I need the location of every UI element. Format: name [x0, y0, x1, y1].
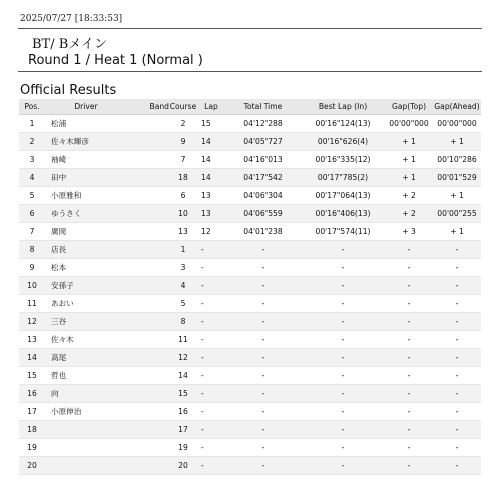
cell-gap-ahead: + 1 [433, 133, 481, 151]
cell-best-lap: 00'17"785(2) [301, 169, 385, 187]
cell-total-time: 04'17"542 [225, 169, 301, 187]
cell-total-time: - [225, 277, 301, 295]
cell-total-time: 04'05"727 [225, 133, 301, 151]
cell-driver: 廣岡 [45, 223, 127, 241]
cell-band [127, 457, 169, 475]
cell-band [127, 205, 169, 223]
cell-driver: 田中 [45, 169, 127, 187]
cell-driver: 高尾 [45, 349, 127, 367]
cell-gap-ahead: - [433, 313, 481, 331]
table-row [19, 385, 481, 403]
cell-gap-ahead: - [433, 241, 481, 259]
cell-band [127, 439, 169, 457]
cell-pos: 7 [19, 223, 45, 241]
cell-course: 1 [169, 241, 197, 259]
cell-pos: 20 [19, 457, 45, 475]
cell-driver: 小原伸治 [45, 403, 127, 421]
cell-gap-top: - [385, 259, 433, 277]
cell-gap-ahead: 00'01"529 [433, 169, 481, 187]
cell-band [127, 151, 169, 169]
cell-course: 12 [169, 349, 197, 367]
cell-best-lap: - [301, 421, 385, 439]
header-divider-bottom [18, 71, 482, 72]
cell-driver [45, 439, 127, 457]
cell-gap-top: + 2 [385, 187, 433, 205]
cell-gap-top: - [385, 349, 433, 367]
cell-gap-ahead: - [433, 367, 481, 385]
cell-best-lap: - [301, 241, 385, 259]
cell-best-lap: - [301, 349, 385, 367]
cell-best-lap: - [301, 403, 385, 421]
cell-course: 5 [169, 295, 197, 313]
cell-course: 3 [169, 259, 197, 277]
table-row [19, 115, 481, 133]
cell-course: 7 [169, 151, 197, 169]
cell-lap: - [197, 241, 225, 259]
col-header-driver: Driver [45, 99, 127, 115]
table-row [19, 241, 481, 259]
cell-gap-top: - [385, 313, 433, 331]
cell-gap-top: - [385, 241, 433, 259]
cell-course: 15 [169, 385, 197, 403]
cell-gap-top: + 1 [385, 151, 433, 169]
table-row [19, 187, 481, 205]
cell-gap-ahead: 00'00"000 [433, 115, 481, 133]
cell-pos: 5 [19, 187, 45, 205]
cell-driver: 三谷 [45, 313, 127, 331]
table-row [19, 133, 481, 151]
cell-lap: - [197, 439, 225, 457]
event-title: BT/ Bメイン [32, 37, 108, 52]
cell-pos: 1 [19, 115, 45, 133]
cell-band [127, 241, 169, 259]
cell-pos: 15 [19, 367, 45, 385]
cell-band [127, 349, 169, 367]
table-header-row [19, 99, 481, 115]
cell-gap-ahead: - [433, 403, 481, 421]
cell-gap-ahead: + 1 [433, 187, 481, 205]
cell-band [127, 223, 169, 241]
cell-pos: 10 [19, 277, 45, 295]
cell-gap-ahead: - [433, 331, 481, 349]
cell-course: 16 [169, 403, 197, 421]
col-header-course: Course [169, 99, 197, 115]
cell-pos: 4 [19, 169, 45, 187]
cell-gap-ahead: - [433, 259, 481, 277]
table-row [19, 439, 481, 457]
cell-gap-top: + 2 [385, 205, 433, 223]
cell-total-time: - [225, 385, 301, 403]
cell-driver: あおい [45, 295, 127, 313]
cell-total-time: 04'06"559 [225, 205, 301, 223]
table-row [19, 421, 481, 439]
cell-pos: 3 [19, 151, 45, 169]
col-header-lap: Lap [197, 99, 225, 115]
cell-best-lap: - [301, 457, 385, 475]
cell-course: 8 [169, 313, 197, 331]
cell-gap-top: + 3 [385, 223, 433, 241]
cell-gap-top: - [385, 403, 433, 421]
cell-best-lap: 00'17"064(13) [301, 187, 385, 205]
cell-pos: 13 [19, 331, 45, 349]
cell-gap-ahead: - [433, 385, 481, 403]
cell-gap-top: - [385, 277, 433, 295]
cell-gap-ahead: - [433, 277, 481, 295]
cell-lap: - [197, 277, 225, 295]
cell-gap-ahead: - [433, 295, 481, 313]
table-row [19, 169, 481, 187]
cell-course: 11 [169, 331, 197, 349]
cell-lap: - [197, 457, 225, 475]
cell-driver [45, 457, 127, 475]
cell-lap: 15 [197, 115, 225, 133]
round-heat-title: Round 1 / Heat 1 (Normal ) [28, 53, 203, 68]
cell-band [127, 403, 169, 421]
cell-driver: 安孫子 [45, 277, 127, 295]
cell-total-time: 04'01"238 [225, 223, 301, 241]
cell-driver: 佐々木 [45, 331, 127, 349]
results-table [19, 99, 481, 475]
cell-best-lap: - [301, 331, 385, 349]
cell-total-time: - [225, 367, 301, 385]
cell-total-time: 04'06"304 [225, 187, 301, 205]
cell-pos: 14 [19, 349, 45, 367]
cell-gap-top: - [385, 331, 433, 349]
header-divider-top [18, 28, 482, 29]
cell-lap: 12 [197, 223, 225, 241]
cell-gap-ahead: 00'00"255 [433, 205, 481, 223]
cell-band [127, 169, 169, 187]
cell-band [127, 313, 169, 331]
cell-total-time: 04'12"288 [225, 115, 301, 133]
cell-course: 6 [169, 187, 197, 205]
cell-course: 13 [169, 223, 197, 241]
cell-total-time: - [225, 295, 301, 313]
cell-gap-top: - [385, 367, 433, 385]
cell-band [127, 421, 169, 439]
table-row [19, 151, 481, 169]
table-row [19, 313, 481, 331]
cell-total-time: - [225, 403, 301, 421]
cell-driver: 松本 [45, 259, 127, 277]
cell-best-lap: - [301, 277, 385, 295]
cell-pos: 16 [19, 385, 45, 403]
cell-gap-ahead: - [433, 457, 481, 475]
cell-lap: - [197, 295, 225, 313]
cell-course: 20 [169, 457, 197, 475]
cell-driver: 向 [45, 385, 127, 403]
cell-lap: - [197, 367, 225, 385]
cell-pos: 2 [19, 133, 45, 151]
cell-total-time: - [225, 421, 301, 439]
cell-gap-top: 00'00"000 [385, 115, 433, 133]
cell-best-lap: 00'17"574(11) [301, 223, 385, 241]
table-row [19, 277, 481, 295]
cell-lap: 14 [197, 151, 225, 169]
cell-best-lap: 00'16"124(13) [301, 115, 385, 133]
cell-driver [45, 421, 127, 439]
cell-driver: 佐々木輝彦 [45, 133, 127, 151]
cell-lap: 13 [197, 187, 225, 205]
cell-lap: 14 [197, 133, 225, 151]
table-row [19, 223, 481, 241]
cell-gap-top: - [385, 439, 433, 457]
table-row [19, 367, 481, 385]
table-row [19, 331, 481, 349]
cell-course: 18 [169, 169, 197, 187]
col-header-total-time: Total Time [225, 99, 301, 115]
cell-total-time: - [225, 331, 301, 349]
cell-lap: 13 [197, 205, 225, 223]
cell-lap: - [197, 331, 225, 349]
cell-gap-top: - [385, 295, 433, 313]
cell-gap-ahead: - [433, 421, 481, 439]
results-body [19, 115, 481, 475]
cell-best-lap: - [301, 259, 385, 277]
table-row [19, 349, 481, 367]
cell-gap-ahead: - [433, 349, 481, 367]
cell-driver: ゆうさく [45, 205, 127, 223]
cell-total-time: - [225, 439, 301, 457]
col-header-gap-ahead: Gap(Ahead) [433, 99, 481, 115]
cell-course: 14 [169, 367, 197, 385]
cell-best-lap: - [301, 439, 385, 457]
cell-total-time: - [225, 313, 301, 331]
cell-gap-top: - [385, 421, 433, 439]
cell-gap-top: + 1 [385, 133, 433, 151]
cell-gap-top: - [385, 457, 433, 475]
cell-pos: 19 [19, 439, 45, 457]
cell-total-time: - [225, 241, 301, 259]
report-timestamp: 2025/07/27 [18:33:53] [20, 14, 123, 24]
cell-driver: 店長 [45, 241, 127, 259]
cell-best-lap: - [301, 367, 385, 385]
cell-band [127, 133, 169, 151]
cell-gap-top: + 1 [385, 169, 433, 187]
cell-best-lap: 00'16"626(4) [301, 133, 385, 151]
table-row [19, 295, 481, 313]
cell-driver: 袖崎 [45, 151, 127, 169]
cell-total-time: - [225, 259, 301, 277]
cell-course: 19 [169, 439, 197, 457]
cell-course: 9 [169, 133, 197, 151]
cell-best-lap: 00'16"406(13) [301, 205, 385, 223]
cell-band [127, 385, 169, 403]
cell-lap: - [197, 403, 225, 421]
col-header-pos: Pos. [19, 99, 45, 115]
cell-course: 4 [169, 277, 197, 295]
table-row [19, 457, 481, 475]
cell-band [127, 277, 169, 295]
cell-pos: 8 [19, 241, 45, 259]
cell-lap: 14 [197, 169, 225, 187]
cell-pos: 6 [19, 205, 45, 223]
table-row [19, 403, 481, 421]
col-header-band: Band [127, 99, 169, 115]
cell-lap: - [197, 385, 225, 403]
cell-gap-ahead: 00'10"286 [433, 151, 481, 169]
cell-pos: 12 [19, 313, 45, 331]
cell-pos: 9 [19, 259, 45, 277]
cell-band [127, 295, 169, 313]
cell-band [127, 187, 169, 205]
cell-lap: - [197, 349, 225, 367]
cell-band [127, 259, 169, 277]
cell-pos: 18 [19, 421, 45, 439]
col-header-gap-top: Gap(Top) [385, 99, 433, 115]
cell-course: 17 [169, 421, 197, 439]
cell-lap: - [197, 313, 225, 331]
cell-band [127, 331, 169, 349]
cell-total-time: - [225, 457, 301, 475]
cell-gap-ahead: - [433, 439, 481, 457]
cell-best-lap: - [301, 295, 385, 313]
cell-best-lap: - [301, 385, 385, 403]
cell-band [127, 367, 169, 385]
cell-best-lap: - [301, 313, 385, 331]
cell-driver: 小原雅和 [45, 187, 127, 205]
table-row [19, 259, 481, 277]
cell-lap: - [197, 259, 225, 277]
cell-pos: 11 [19, 295, 45, 313]
cell-pos: 17 [19, 403, 45, 421]
section-title: Official Results [20, 83, 117, 98]
cell-total-time: - [225, 349, 301, 367]
cell-lap: - [197, 421, 225, 439]
table-row [19, 205, 481, 223]
cell-best-lap: 00'16"335(12) [301, 151, 385, 169]
cell-gap-top: - [385, 385, 433, 403]
cell-band [127, 115, 169, 133]
cell-total-time: 04'16"013 [225, 151, 301, 169]
col-header-best-lap: Best Lap (In) [301, 99, 385, 115]
cell-driver: 松浦 [45, 115, 127, 133]
cell-course: 10 [169, 205, 197, 223]
cell-course: 2 [169, 115, 197, 133]
cell-gap-ahead: + 1 [433, 223, 481, 241]
cell-driver: 哲也 [45, 367, 127, 385]
